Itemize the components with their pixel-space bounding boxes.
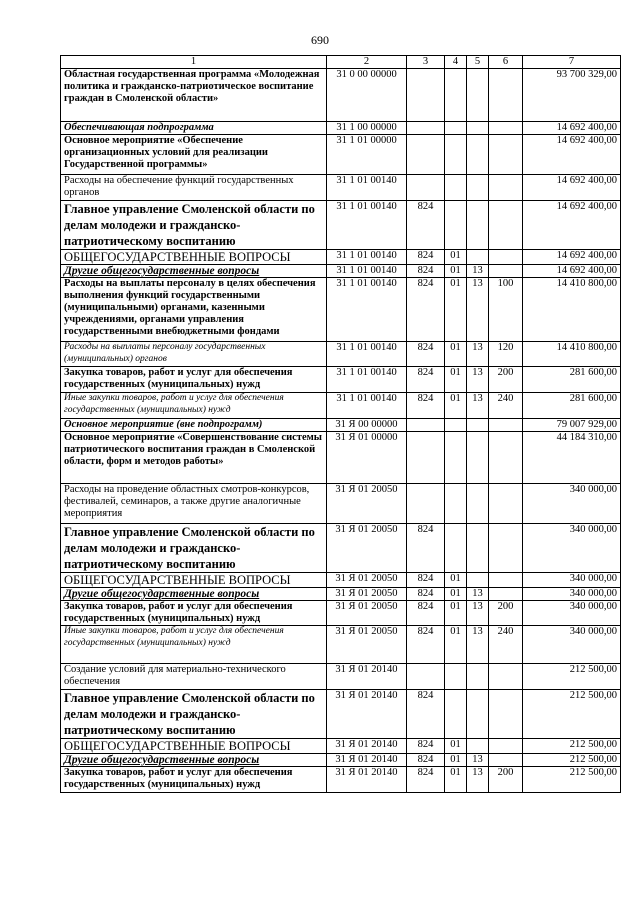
row-subsection-cell [467, 739, 489, 754]
row-name-cell: Главное управление Смоленской области по делам молодежи и гражданско-патриотическому воспитанию [61, 524, 327, 573]
table-row [61, 367, 621, 393]
row-type-cell [489, 664, 523, 690]
row-subsection-cell: 13 [467, 367, 489, 393]
row-subsection-cell [467, 690, 489, 739]
table-row [61, 690, 621, 739]
row-type-cell: 200 [489, 767, 523, 793]
row-code-cell: 31 1 01 00140 [327, 201, 407, 250]
row-type-cell: 200 [489, 367, 523, 393]
row-amount-cell: 14 692 400,00 [523, 175, 621, 201]
table-row [61, 626, 621, 664]
row-type-cell [489, 484, 523, 524]
row-name-cell: ОБЩЕГОСУДАРСТВЕННЫЕ ВОПРОСЫ [61, 250, 327, 265]
row-code-cell: 31 1 01 00140 [327, 278, 407, 342]
row-type-cell [489, 122, 523, 135]
table-row [61, 201, 621, 250]
row-type-cell: 100 [489, 278, 523, 342]
row-ministry-cell: 824 [407, 265, 445, 278]
row-subsection-cell [467, 69, 489, 122]
row-amount-cell: 14 692 400,00 [523, 201, 621, 250]
row-section-cell: 01 [445, 250, 467, 265]
row-name-cell: Расходы на выплаты персоналу в целях обеспечения выполнения функций государственными (муниципальными) органами, казенными учреждениями, органами управления государственными внебюджетными фондами [61, 278, 327, 342]
col-header-type: 6 [489, 56, 523, 69]
row-name-cell: Основное мероприятие «Обеспечение организационных условий для реализации Государственной программы» [61, 135, 327, 175]
row-ministry-cell: 824 [407, 201, 445, 250]
row-ministry-cell: 824 [407, 739, 445, 754]
row-amount-cell: 14 410 800,00 [523, 278, 621, 342]
row-section-cell: 01 [445, 588, 467, 601]
row-subsection-cell: 13 [467, 754, 489, 767]
row-code-cell: 31 Я 01 20050 [327, 573, 407, 588]
table-row [61, 135, 621, 175]
row-name-cell: Расходы на выплаты персоналу государственных (муниципальных) органов [61, 342, 327, 367]
row-subsection-cell [467, 664, 489, 690]
row-subsection-cell [467, 250, 489, 265]
table-row [61, 664, 621, 690]
row-ministry-cell: 824 [407, 250, 445, 265]
table-row [61, 601, 621, 626]
row-type-cell [489, 201, 523, 250]
row-amount-cell: 14 410 800,00 [523, 342, 621, 367]
row-subsection-cell: 13 [467, 393, 489, 419]
row-amount-cell: 340 000,00 [523, 626, 621, 664]
row-section-cell [445, 664, 467, 690]
row-section-cell [445, 484, 467, 524]
table-row [61, 69, 621, 122]
row-amount-cell: 14 692 400,00 [523, 265, 621, 278]
row-type-cell [489, 573, 523, 588]
row-subsection-cell [467, 201, 489, 250]
row-amount-cell: 340 000,00 [523, 588, 621, 601]
row-code-cell: 31 0 00 00000 [327, 69, 407, 122]
table-row [61, 265, 621, 278]
row-section-cell: 01 [445, 626, 467, 664]
row-ministry-cell: 824 [407, 524, 445, 573]
table-row [61, 250, 621, 265]
row-amount-cell: 212 500,00 [523, 690, 621, 739]
row-type-cell: 240 [489, 393, 523, 419]
row-amount-cell: 14 692 400,00 [523, 122, 621, 135]
row-code-cell: 31 Я 01 20050 [327, 588, 407, 601]
table-row [61, 342, 621, 367]
row-section-cell [445, 432, 467, 484]
row-type-cell: 240 [489, 626, 523, 664]
row-ministry-cell [407, 175, 445, 201]
row-amount-cell: 340 000,00 [523, 524, 621, 573]
row-subsection-cell [467, 524, 489, 573]
table-row [61, 432, 621, 484]
row-code-cell: 31 Я 00 00000 [327, 419, 407, 432]
row-code-cell: 31 1 01 00140 [327, 393, 407, 419]
row-type-cell [489, 588, 523, 601]
row-subsection-cell [467, 432, 489, 484]
row-name-cell: Другие общегосударственные вопросы [61, 588, 327, 601]
row-ministry-cell: 824 [407, 754, 445, 767]
row-name-cell: Расходы на обеспечение функций государственных органов [61, 175, 327, 201]
row-code-cell: 31 Я 01 20140 [327, 767, 407, 793]
row-name-cell: Основное мероприятие (вне подпрограмм) [61, 419, 327, 432]
row-amount-cell: 212 500,00 [523, 767, 621, 793]
row-ministry-cell: 824 [407, 278, 445, 342]
row-amount-cell: 340 000,00 [523, 573, 621, 588]
row-name-cell: Расходы на проведение областных смотров-конкурсов, фестивалей, семинаров, а также другие аналогичные мероприятия [61, 484, 327, 524]
row-name-cell: Обеспечивающая подпрограмма [61, 122, 327, 135]
row-name-cell: Иные закупки товаров, работ и услуг для обеспечения государственных (муниципальных) нужд [61, 626, 327, 664]
table-body [61, 69, 621, 793]
row-name-cell: Закупка товаров, работ и услуг для обеспечения государственных (муниципальных) нужд [61, 601, 327, 626]
row-subsection-cell: 13 [467, 278, 489, 342]
row-subsection-cell: 13 [467, 265, 489, 278]
col-header-section: 4 [445, 56, 467, 69]
col-header-subsection: 5 [467, 56, 489, 69]
col-header-name: 1 [61, 56, 327, 69]
row-section-cell: 01 [445, 767, 467, 793]
row-code-cell: 31 Я 01 20050 [327, 626, 407, 664]
table-row [61, 175, 621, 201]
table-row [61, 122, 621, 135]
row-subsection-cell [467, 135, 489, 175]
row-ministry-cell [407, 69, 445, 122]
row-amount-cell: 212 500,00 [523, 739, 621, 754]
row-amount-cell: 14 692 400,00 [523, 250, 621, 265]
row-subsection-cell: 13 [467, 588, 489, 601]
row-code-cell: 31 1 00 00000 [327, 122, 407, 135]
row-type-cell [489, 250, 523, 265]
row-amount-cell: 44 184 310,00 [523, 432, 621, 484]
row-amount-cell: 340 000,00 [523, 484, 621, 524]
row-section-cell [445, 690, 467, 739]
row-code-cell: 31 Я 01 20050 [327, 601, 407, 626]
row-code-cell: 31 Я 01 20050 [327, 524, 407, 573]
table-row [61, 573, 621, 588]
row-code-cell: 31 Я 01 20140 [327, 754, 407, 767]
table-row [61, 754, 621, 767]
row-section-cell: 01 [445, 278, 467, 342]
row-name-cell: Основное мероприятие «Совершенствование системы патриотического воспитания граждан в Смоленской области, форм и методов работы» [61, 432, 327, 484]
row-ministry-cell: 824 [407, 588, 445, 601]
row-type-cell: 200 [489, 601, 523, 626]
row-ministry-cell: 824 [407, 767, 445, 793]
row-section-cell [445, 122, 467, 135]
row-amount-cell: 93 700 329,00 [523, 69, 621, 122]
row-section-cell [445, 201, 467, 250]
row-type-cell [489, 265, 523, 278]
row-type-cell [489, 524, 523, 573]
table-row [61, 419, 621, 432]
row-code-cell: 31 Я 01 20140 [327, 690, 407, 739]
row-ministry-cell [407, 432, 445, 484]
row-amount-cell: 212 500,00 [523, 754, 621, 767]
row-code-cell: 31 1 01 00140 [327, 250, 407, 265]
row-type-cell [489, 432, 523, 484]
row-section-cell: 01 [445, 265, 467, 278]
row-ministry-cell: 824 [407, 601, 445, 626]
row-name-cell: Главное управление Смоленской области по делам молодежи и гражданско-патриотическому воспитанию [61, 690, 327, 739]
row-code-cell: 31 1 01 00000 [327, 135, 407, 175]
row-section-cell [445, 135, 467, 175]
row-ministry-cell: 824 [407, 342, 445, 367]
row-name-cell: Закупка товаров, работ и услуг для обеспечения государственных (муниципальных) нужд [61, 367, 327, 393]
row-name-cell: ОБЩЕГОСУДАРСТВЕННЫЕ ВОПРОСЫ [61, 739, 327, 754]
row-section-cell [445, 69, 467, 122]
row-code-cell: 31 1 01 00140 [327, 175, 407, 201]
row-subsection-cell [467, 484, 489, 524]
col-header-amount: 7 [523, 56, 621, 69]
budget-table [60, 55, 621, 793]
row-section-cell [445, 419, 467, 432]
row-ministry-cell: 824 [407, 690, 445, 739]
row-ministry-cell: 824 [407, 626, 445, 664]
col-header-ministry: 3 [407, 56, 445, 69]
table-header-row [61, 56, 621, 69]
row-type-cell [489, 135, 523, 175]
row-subsection-cell: 13 [467, 626, 489, 664]
row-ministry-cell [407, 135, 445, 175]
row-amount-cell: 281 600,00 [523, 393, 621, 419]
row-amount-cell: 79 007 929,00 [523, 419, 621, 432]
row-amount-cell: 281 600,00 [523, 367, 621, 393]
row-subsection-cell [467, 419, 489, 432]
row-code-cell: 31 Я 01 00000 [327, 432, 407, 484]
row-code-cell: 31 Я 01 20050 [327, 484, 407, 524]
table-row [61, 588, 621, 601]
row-section-cell: 01 [445, 573, 467, 588]
row-type-cell [489, 175, 523, 201]
row-section-cell: 01 [445, 393, 467, 419]
row-type-cell [489, 739, 523, 754]
row-type-cell: 120 [489, 342, 523, 367]
row-type-cell [489, 754, 523, 767]
row-ministry-cell: 824 [407, 573, 445, 588]
table-row [61, 393, 621, 419]
row-name-cell: Другие общегосударственные вопросы [61, 754, 327, 767]
row-name-cell: Главное управление Смоленской области по делам молодежи и гражданско-патриотическому воспитанию [61, 201, 327, 250]
row-ministry-cell [407, 484, 445, 524]
row-section-cell: 01 [445, 367, 467, 393]
table-row [61, 484, 621, 524]
row-name-cell: Создание условий для материально-технического обеспечения [61, 664, 327, 690]
row-code-cell: 31 Я 01 20140 [327, 664, 407, 690]
row-code-cell: 31 1 01 00140 [327, 265, 407, 278]
row-name-cell: Закупка товаров, работ и услуг для обеспечения государственных (муниципальных) нужд [61, 767, 327, 793]
row-subsection-cell: 13 [467, 342, 489, 367]
row-ministry-cell: 824 [407, 393, 445, 419]
row-name-cell: Иные закупки товаров, работ и услуг для обеспечения государственных (муниципальных) нужд [61, 393, 327, 419]
page-number: 690 [311, 33, 329, 47]
row-section-cell: 01 [445, 601, 467, 626]
row-name-cell: Областная государственная программа «Молодежная политика и гражданско-патриотическое воспитание граждан в Смоленской области» [61, 69, 327, 122]
row-section-cell [445, 175, 467, 201]
row-section-cell: 01 [445, 739, 467, 754]
table-row [61, 278, 621, 342]
table-row [61, 524, 621, 573]
row-ministry-cell [407, 419, 445, 432]
row-subsection-cell [467, 122, 489, 135]
row-type-cell [489, 419, 523, 432]
row-ministry-cell [407, 664, 445, 690]
row-code-cell: 31 Я 01 20140 [327, 739, 407, 754]
row-subsection-cell: 13 [467, 601, 489, 626]
row-ministry-cell: 824 [407, 367, 445, 393]
row-name-cell: ОБЩЕГОСУДАРСТВЕННЫЕ ВОПРОСЫ [61, 573, 327, 588]
row-subsection-cell [467, 175, 489, 201]
table-row [61, 767, 621, 793]
table-row [61, 739, 621, 754]
row-code-cell: 31 1 01 00140 [327, 367, 407, 393]
row-section-cell: 01 [445, 342, 467, 367]
row-ministry-cell [407, 122, 445, 135]
row-code-cell: 31 1 01 00140 [327, 342, 407, 367]
row-name-cell: Другие общегосударственные вопросы [61, 265, 327, 278]
row-subsection-cell [467, 573, 489, 588]
row-amount-cell: 14 692 400,00 [523, 135, 621, 175]
row-amount-cell: 340 000,00 [523, 601, 621, 626]
row-type-cell [489, 690, 523, 739]
row-section-cell: 01 [445, 754, 467, 767]
row-section-cell [445, 524, 467, 573]
row-amount-cell: 212 500,00 [523, 664, 621, 690]
row-subsection-cell: 13 [467, 767, 489, 793]
row-type-cell [489, 69, 523, 122]
col-header-code: 2 [327, 56, 407, 69]
